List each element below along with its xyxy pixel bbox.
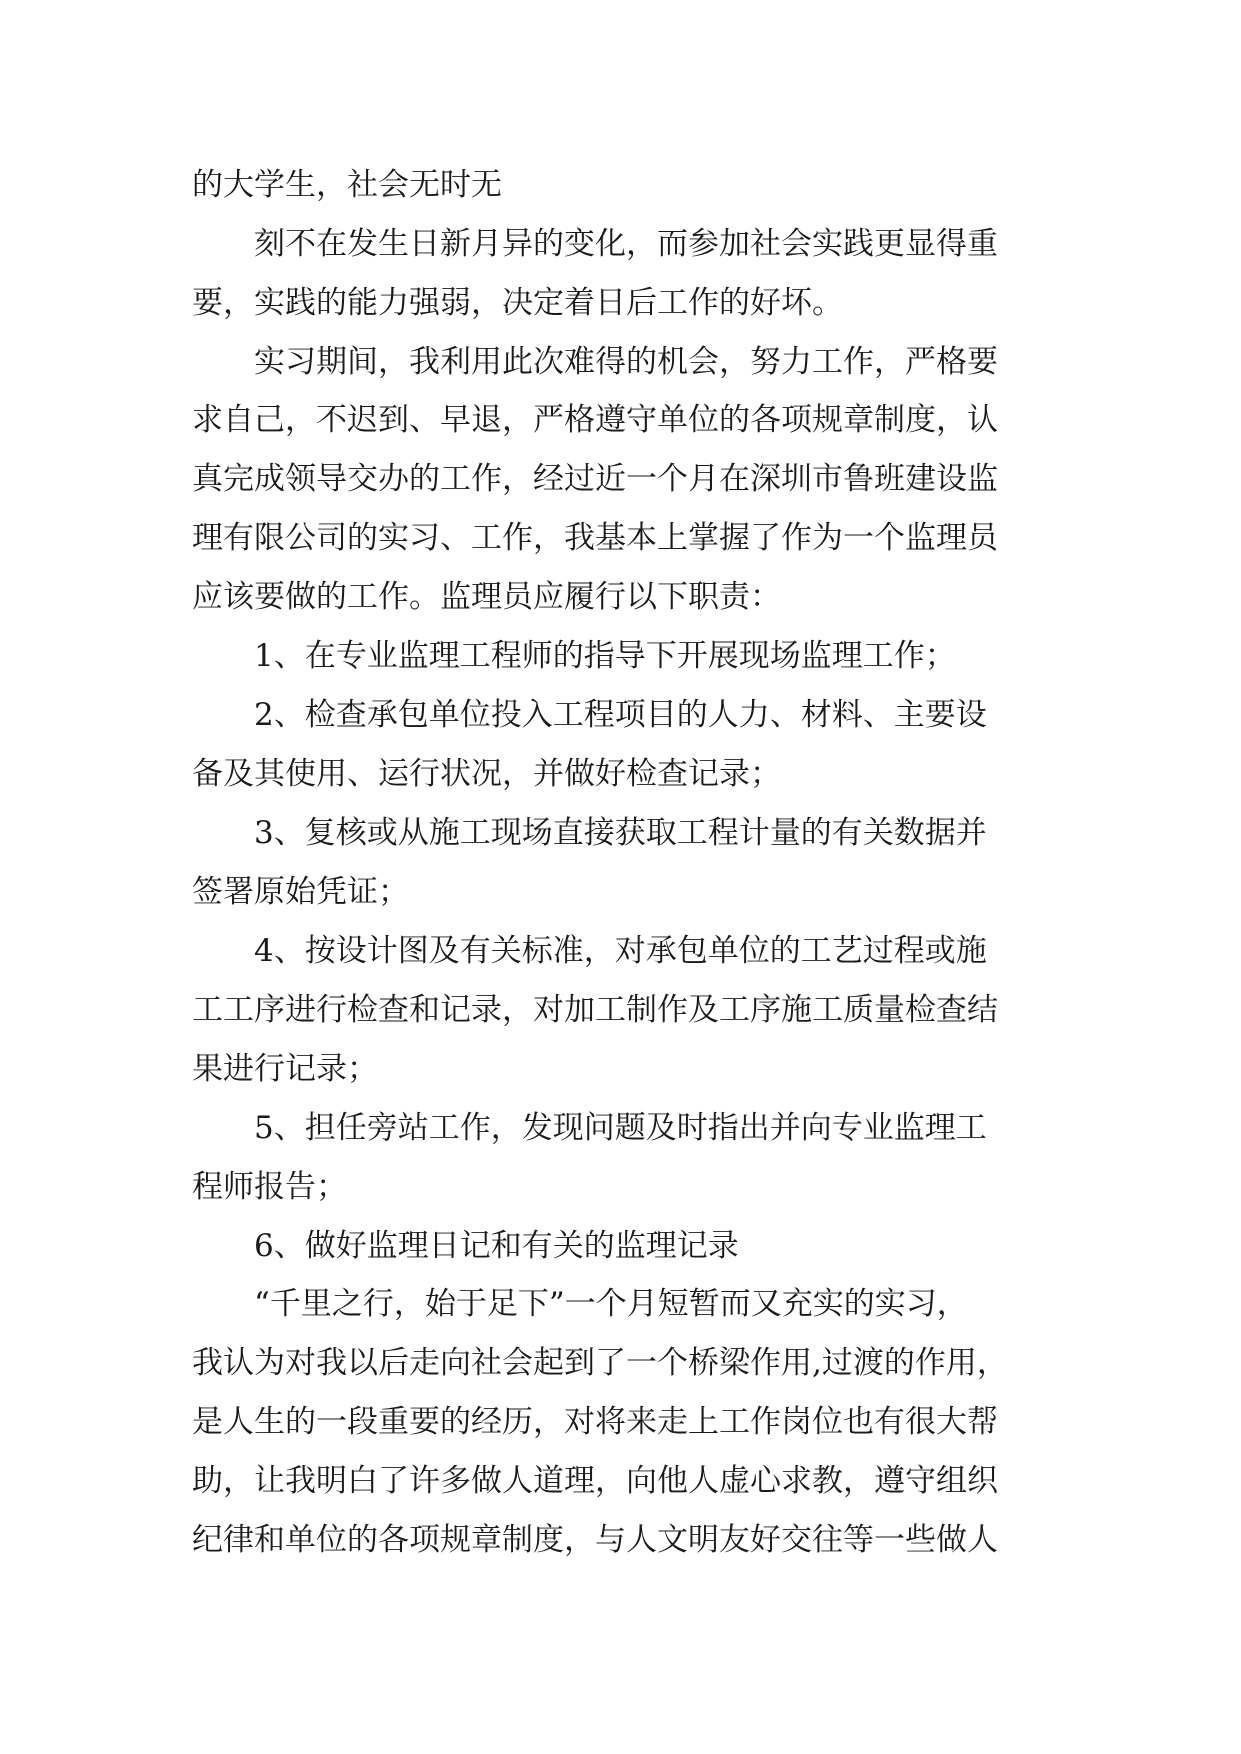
text-line-4: 实习期间，我利用此次难得的机会，努力工作，严格要 xyxy=(254,344,998,380)
text-line-9: 1、在专业监理工程师的指导下开展现场监理工作； xyxy=(254,638,956,674)
text-line-5: 求自己，不迟到、早退，严格遵守单位的各项规章制度，认 xyxy=(192,402,998,438)
text-line-16: 果进行记录； xyxy=(192,1051,378,1087)
text-line-11: 备及其使用、运行状况，并做好检查记录； xyxy=(192,756,781,792)
text-line-19: 6、做好监理日记和有关的监理记录 xyxy=(254,1228,739,1264)
text-line-24: 纪律和单位的各项规章制度，与人文明友好交往等一些做人 xyxy=(192,1522,998,1558)
text-line-2: 刻不在发生日新月异的变化，而参加社会实践更显得重 xyxy=(254,226,998,262)
text-line-21: 我认为对我以后走向社会起到了一个桥梁作用,过渡的作用， xyxy=(192,1345,1008,1381)
text-line-23: 助，让我明白了许多做人道理，向他人虚心求教，遵守组织 xyxy=(192,1463,998,1499)
text-line-20: “千里之行，始于足下”一个月短暂而又充实的实习， xyxy=(254,1286,968,1322)
text-line-22: 是人生的一段重要的经历，对将来走上工作岗位也有很大帮 xyxy=(192,1404,998,1440)
text-line-8: 应该要做的工作。监理员应履行以下职责： xyxy=(192,579,781,615)
text-line-17: 5、担任旁站工作，发现问题及时指出并向专业监理工 xyxy=(254,1110,987,1146)
text-line-14: 4、按设计图及有关标准，对承包单位的工艺过程或施 xyxy=(254,933,987,969)
text-line-3: 要，实践的能力强弱，决定着日后工作的好坏。 xyxy=(192,285,843,321)
text-line-7: 理有限公司的实习、工作，我基本上掌握了作为一个监理员 xyxy=(192,520,998,556)
text-line-13: 签署原始凭证； xyxy=(192,874,409,910)
text-line-18: 程师报告； xyxy=(192,1169,347,1205)
text-line-15: 工工序进行检查和记录，对加工制作及工序施工质量检查结 xyxy=(192,992,998,1028)
text-line-1: 的大学生，社会无时无 xyxy=(192,167,502,203)
text-line-10: 2、检查承包单位投入工程项目的人力、材料、主要设 xyxy=(254,697,987,733)
text-line-12: 3、复核或从施工现场直接获取工程计量的有关数据并 xyxy=(254,815,987,851)
text-line-6: 真完成领导交办的工作，经过近一个月在深圳市鲁班建设监 xyxy=(192,461,998,497)
